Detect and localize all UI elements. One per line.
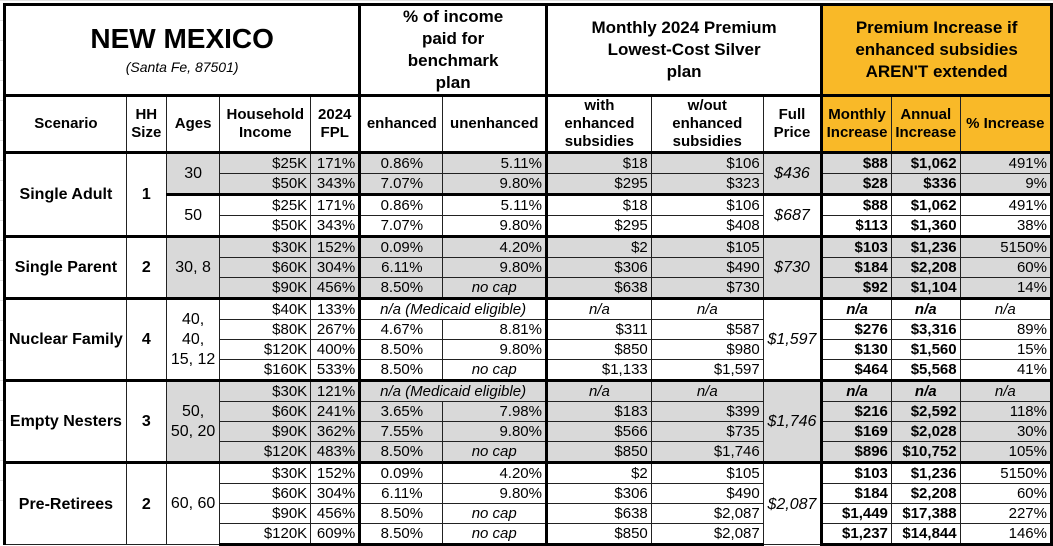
household-income: $120K <box>220 340 311 360</box>
fpl-percent: 343% <box>311 174 360 195</box>
premium-with-enhanced: $306 <box>546 258 651 278</box>
monthly-increase: $113 <box>822 216 892 237</box>
percent-increase: 60% <box>960 484 1051 504</box>
fpl-percent: 133% <box>311 299 360 320</box>
enhanced-pct: 4.67% <box>360 320 443 340</box>
annual-increase: $2,028 <box>891 422 960 442</box>
percent-increase: 38% <box>960 216 1051 237</box>
column-header: w/out enhanced subsidies <box>651 96 763 153</box>
unenhanced-pct: 9.80% <box>443 216 547 237</box>
unenhanced-pct: 7.98% <box>443 402 547 422</box>
annual-increase: $2,592 <box>891 402 960 422</box>
annual-increase: $2,208 <box>891 484 960 504</box>
scenario-label: Single Adult <box>5 153 127 237</box>
annual-increase: $1,062 <box>891 195 960 216</box>
premium-with-enhanced: $311 <box>546 320 651 340</box>
monthly-increase: $1,237 <box>822 524 892 545</box>
fpl-percent: 121% <box>311 381 360 402</box>
percent-increase: 5150% <box>960 237 1051 258</box>
premium-with-enhanced: $566 <box>546 422 651 442</box>
full-price: $730 <box>763 237 821 299</box>
monthly-increase: $184 <box>822 258 892 278</box>
column-header: Ages <box>166 96 220 153</box>
ages: 30 <box>166 153 220 195</box>
household-income: $90K <box>220 504 311 524</box>
percent-increase: 5150% <box>960 463 1051 484</box>
premium-with-enhanced: n/a <box>546 299 651 320</box>
percent-increase: 227% <box>960 504 1051 524</box>
household-income: $60K <box>220 258 311 278</box>
annual-increase: $5,568 <box>891 360 960 381</box>
column-header: HH Size <box>126 96 166 153</box>
unenhanced-pct: 5.11% <box>443 195 547 216</box>
household-income: $90K <box>220 422 311 442</box>
household-income: $160K <box>220 360 311 381</box>
ages: 50 <box>166 195 220 237</box>
enhanced-pct: 8.50% <box>360 278 443 299</box>
premium-without-enhanced: $1,746 <box>651 442 763 463</box>
fpl-percent: 362% <box>311 422 360 442</box>
premium-without-enhanced: $2,087 <box>651 504 763 524</box>
premium-with-enhanced: $183 <box>546 402 651 422</box>
enhanced-pct: 0.09% <box>360 463 443 484</box>
unenhanced-pct: 4.20% <box>443 463 547 484</box>
enhanced-pct: 8.50% <box>360 360 443 381</box>
premium-without-enhanced: $490 <box>651 258 763 278</box>
enhanced-pct: 8.50% <box>360 442 443 463</box>
column-header: 2024 FPL <box>311 96 360 153</box>
annual-increase: $1,062 <box>891 153 960 174</box>
premium-without-enhanced: $490 <box>651 484 763 504</box>
unenhanced-pct: 8.81% <box>443 320 547 340</box>
household-size: 4 <box>126 299 166 381</box>
monthly-increase: $276 <box>822 320 892 340</box>
premium-without-enhanced: n/a <box>651 381 763 402</box>
page-title: NEW MEXICO <box>90 23 274 54</box>
unenhanced-pct: 5.11% <box>443 153 547 174</box>
table-row <box>5 237 1052 258</box>
percent-increase: n/a <box>960 299 1051 320</box>
premium-with-enhanced: $850 <box>546 442 651 463</box>
monthly-increase: $169 <box>822 422 892 442</box>
premium-with-enhanced: $295 <box>546 174 651 195</box>
annual-increase: $1,236 <box>891 463 960 484</box>
household-income: $50K <box>220 174 311 195</box>
premium-with-enhanced: $638 <box>546 278 651 299</box>
fpl-percent: 241% <box>311 402 360 422</box>
annual-increase: $17,388 <box>891 504 960 524</box>
annual-increase: $1,104 <box>891 278 960 299</box>
table-row <box>5 381 1052 402</box>
premium-without-enhanced: $399 <box>651 402 763 422</box>
monthly-increase: $464 <box>822 360 892 381</box>
premium-without-enhanced: $1,597 <box>651 360 763 381</box>
percent-increase: 89% <box>960 320 1051 340</box>
annual-increase: $3,316 <box>891 320 960 340</box>
percent-increase: 491% <box>960 195 1051 216</box>
monthly-increase: $92 <box>822 278 892 299</box>
fpl-percent: 152% <box>311 237 360 258</box>
scenario-label: Nuclear Family <box>5 299 127 381</box>
column-header: Full Price <box>763 96 821 153</box>
increase-header: Premium Increase if enhanced subsidies AREN'T extended <box>822 5 1052 96</box>
household-size: 3 <box>126 381 166 463</box>
annual-increase: $1,560 <box>891 340 960 360</box>
table-row <box>5 299 1052 320</box>
fpl-percent: 152% <box>311 463 360 484</box>
enhanced-pct: 7.55% <box>360 422 443 442</box>
premium-without-enhanced: $106 <box>651 153 763 174</box>
annual-increase: n/a <box>891 299 960 320</box>
column-header: Scenario <box>5 96 127 153</box>
enhanced-pct: 3.65% <box>360 402 443 422</box>
unenhanced-pct: no cap <box>443 442 547 463</box>
full-price: $1,597 <box>763 299 821 381</box>
percent-increase: 15% <box>960 340 1051 360</box>
household-size: 2 <box>126 463 166 545</box>
enhanced-pct: 8.50% <box>360 524 443 545</box>
full-price: $2,087 <box>763 463 821 545</box>
household-income: $30K <box>220 381 311 402</box>
annual-increase: $10,752 <box>891 442 960 463</box>
full-price: $1,746 <box>763 381 821 463</box>
scenario-label: Empty Nesters <box>5 381 127 463</box>
household-income: $120K <box>220 524 311 545</box>
percent-increase: 14% <box>960 278 1051 299</box>
household-income: $60K <box>220 402 311 422</box>
fpl-percent: 304% <box>311 484 360 504</box>
full-price: $687 <box>763 195 821 237</box>
fpl-percent: 456% <box>311 504 360 524</box>
column-header: Monthly Increase <box>822 96 892 153</box>
unenhanced-pct: no cap <box>443 278 547 299</box>
table-row <box>5 153 1052 174</box>
household-size: 1 <box>126 153 166 237</box>
household-income: $30K <box>220 237 311 258</box>
fpl-percent: 304% <box>311 258 360 278</box>
monthly-increase: $184 <box>822 484 892 504</box>
monthly-increase: $130 <box>822 340 892 360</box>
premium-with-enhanced: n/a <box>546 381 651 402</box>
ages: 50, 50, 20 <box>166 381 220 463</box>
enhanced-pct: 8.50% <box>360 504 443 524</box>
ages: 40, 40, 15, 12 <box>166 299 220 381</box>
premium-with-enhanced: $2 <box>546 237 651 258</box>
unenhanced-pct: 4.20% <box>443 237 547 258</box>
percent-increase: n/a <box>960 381 1051 402</box>
enhanced-pct: 8.50% <box>360 340 443 360</box>
monthly-increase: $88 <box>822 195 892 216</box>
household-income: $50K <box>220 216 311 237</box>
household-income: $30K <box>220 463 311 484</box>
ages: 30, 8 <box>166 237 220 299</box>
income-pct-header: % of income paid for benchmark plan <box>360 5 547 96</box>
unenhanced-pct: 9.80% <box>443 484 547 504</box>
household-income: $25K <box>220 153 311 174</box>
annual-increase: $336 <box>891 174 960 195</box>
premium-with-enhanced: $638 <box>546 504 651 524</box>
premium-without-enhanced: n/a <box>651 299 763 320</box>
enhanced-pct: 0.86% <box>360 195 443 216</box>
unenhanced-pct: no cap <box>443 360 547 381</box>
medicaid-eligible-note: n/a (Medicaid eligible) <box>360 299 547 320</box>
premium-table <box>3 3 1053 546</box>
household-income: $40K <box>220 299 311 320</box>
fpl-percent: 267% <box>311 320 360 340</box>
monthly-increase: $28 <box>822 174 892 195</box>
monthly-increase: $896 <box>822 442 892 463</box>
premium-with-enhanced: $18 <box>546 195 651 216</box>
fpl-percent: 483% <box>311 442 360 463</box>
premium-without-enhanced: $408 <box>651 216 763 237</box>
column-header: % Increase <box>960 96 1051 153</box>
percent-increase: 105% <box>960 442 1051 463</box>
premium-header: Monthly 2024 Premium Lowest-Cost Silver plan <box>546 5 821 96</box>
monthly-increase: n/a <box>822 299 892 320</box>
full-price: $436 <box>763 153 821 195</box>
title-cell <box>5 5 360 96</box>
table-row <box>5 463 1052 484</box>
annual-increase: $14,844 <box>891 524 960 545</box>
location-subtitle: (Santa Fe, 87501) <box>125 59 239 75</box>
household-income: $90K <box>220 278 311 299</box>
percent-increase: 9% <box>960 174 1051 195</box>
premium-without-enhanced: $105 <box>651 463 763 484</box>
unenhanced-pct: 9.80% <box>443 174 547 195</box>
percent-increase: 60% <box>960 258 1051 278</box>
percent-increase: 118% <box>960 402 1051 422</box>
scenario-label: Single Parent <box>5 237 127 299</box>
percent-increase: 146% <box>960 524 1051 545</box>
monthly-increase: $103 <box>822 237 892 258</box>
fpl-percent: 171% <box>311 153 360 174</box>
household-income: $120K <box>220 442 311 463</box>
premium-with-enhanced: $850 <box>546 340 651 360</box>
enhanced-pct: 0.09% <box>360 237 443 258</box>
premium-without-enhanced: $980 <box>651 340 763 360</box>
unenhanced-pct: no cap <box>443 504 547 524</box>
enhanced-pct: 6.11% <box>360 484 443 504</box>
premium-without-enhanced: $735 <box>651 422 763 442</box>
premium-with-enhanced: $18 <box>546 153 651 174</box>
fpl-percent: 456% <box>311 278 360 299</box>
fpl-percent: 171% <box>311 195 360 216</box>
premium-with-enhanced: $1,133 <box>546 360 651 381</box>
column-header: unenhanced <box>443 96 547 153</box>
percent-increase: 41% <box>960 360 1051 381</box>
percent-increase: 30% <box>960 422 1051 442</box>
percent-increase: 491% <box>960 153 1051 174</box>
premium-with-enhanced: $306 <box>546 484 651 504</box>
unenhanced-pct: 9.80% <box>443 258 547 278</box>
column-header: with enhanced subsidies <box>546 96 651 153</box>
premium-with-enhanced: $2 <box>546 463 651 484</box>
premium-without-enhanced: $730 <box>651 278 763 299</box>
annual-increase: n/a <box>891 381 960 402</box>
household-income: $25K <box>220 195 311 216</box>
premium-without-enhanced: $323 <box>651 174 763 195</box>
monthly-increase: n/a <box>822 381 892 402</box>
premium-without-enhanced: $106 <box>651 195 763 216</box>
fpl-percent: 533% <box>311 360 360 381</box>
unenhanced-pct: 9.80% <box>443 340 547 360</box>
enhanced-pct: 0.86% <box>360 153 443 174</box>
household-income: $80K <box>220 320 311 340</box>
household-income: $60K <box>220 484 311 504</box>
premium-with-enhanced: $295 <box>546 216 651 237</box>
household-size: 2 <box>126 237 166 299</box>
annual-increase: $1,360 <box>891 216 960 237</box>
scenario-label: Pre-Retirees <box>5 463 127 545</box>
monthly-increase: $103 <box>822 463 892 484</box>
fpl-percent: 609% <box>311 524 360 545</box>
annual-increase: $1,236 <box>891 237 960 258</box>
column-header: Annual Increase <box>891 96 960 153</box>
premium-with-enhanced: $850 <box>546 524 651 545</box>
monthly-increase: $1,449 <box>822 504 892 524</box>
premium-without-enhanced: $587 <box>651 320 763 340</box>
medicaid-eligible-note: n/a (Medicaid eligible) <box>360 381 547 402</box>
enhanced-pct: 6.11% <box>360 258 443 278</box>
unenhanced-pct: no cap <box>443 524 547 545</box>
premium-without-enhanced: $2,087 <box>651 524 763 545</box>
fpl-percent: 343% <box>311 216 360 237</box>
column-header: enhanced <box>360 96 443 153</box>
monthly-increase: $88 <box>822 153 892 174</box>
monthly-increase: $216 <box>822 402 892 422</box>
column-header: Household Income <box>220 96 311 153</box>
premium-without-enhanced: $105 <box>651 237 763 258</box>
enhanced-pct: 7.07% <box>360 216 443 237</box>
unenhanced-pct: 9.80% <box>443 422 547 442</box>
fpl-percent: 400% <box>311 340 360 360</box>
enhanced-pct: 7.07% <box>360 174 443 195</box>
annual-increase: $2,208 <box>891 258 960 278</box>
ages: 60, 60 <box>166 463 220 545</box>
